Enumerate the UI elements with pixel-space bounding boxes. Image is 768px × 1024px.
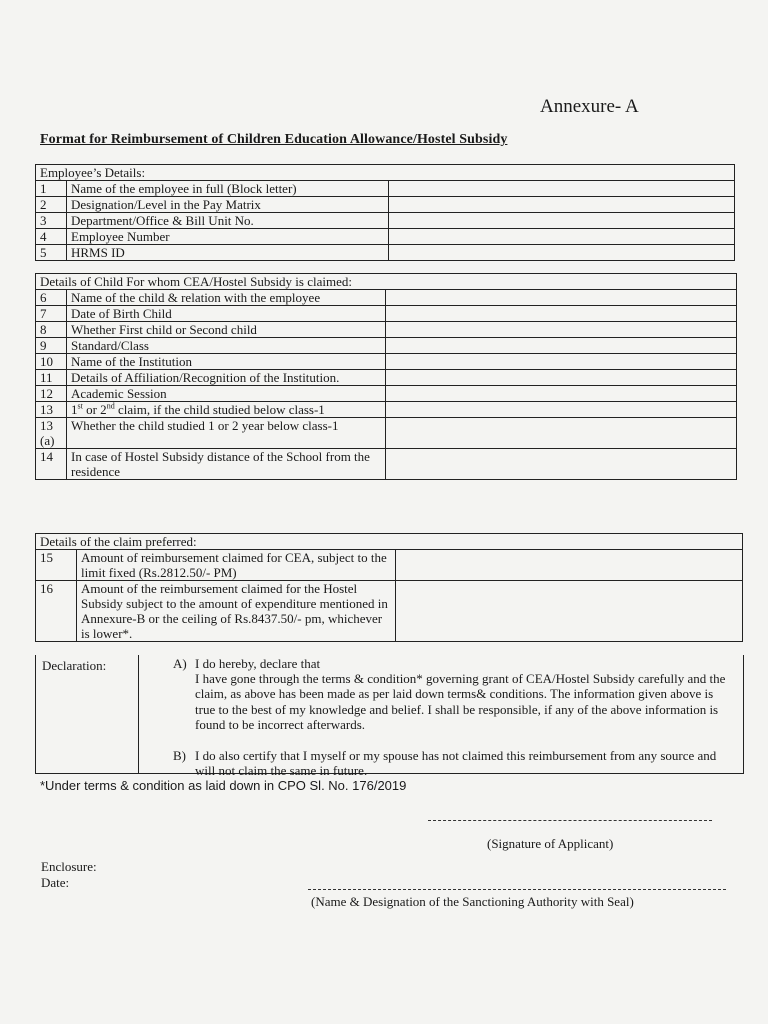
declaration-a-intro: I do hereby, declare that: [195, 656, 321, 671]
row-number: 13: [36, 402, 67, 418]
declaration-b-marker: B): [173, 748, 186, 763]
declaration-box: [35, 655, 744, 779]
row-number: 1: [36, 181, 67, 197]
row-label: Name of the Institution: [67, 354, 386, 370]
table-row: [36, 229, 735, 245]
table-row: [36, 418, 737, 449]
table-row: [36, 306, 737, 322]
cea-amount-field[interactable]: [396, 550, 743, 581]
hostel-amount-field[interactable]: [396, 581, 743, 642]
table-row: [36, 550, 743, 581]
table-row: [36, 354, 737, 370]
table-row: [36, 370, 737, 386]
row-number: 10: [36, 354, 67, 370]
row-label: Amount of reimbursement claimed for CEA, subject to the limit fixed (Rs.2812.50/- PM): [77, 550, 396, 581]
row-number: 8: [36, 322, 67, 338]
standard-class-field[interactable]: [386, 338, 737, 354]
row-label: Name of the employee in full (Block letter): [67, 181, 389, 197]
form-title: Format for Reimbursement of Children Education Allowance/Hostel Subsidy: [40, 132, 508, 147]
row-label: Employee Number: [67, 229, 389, 245]
child-details-table: [35, 273, 737, 480]
row-label: Amount of the reimbursement claimed for the Hostel Subsidy subject to the amount of expenditure mentioned in Annexure-B or the ceiling of Rs.8437.50/- pm, whichever is lower*.: [77, 581, 396, 642]
row-number: 12: [36, 386, 67, 402]
row-label: Whether First child or Second child: [67, 322, 386, 338]
row-label: Whether the child studied 1 or 2 year below class-1: [67, 418, 386, 449]
footnote: *Under terms & condition as laid down in CPO Sl. No. 176/2019: [40, 778, 407, 793]
table-row: [36, 338, 737, 354]
table-row: [36, 181, 735, 197]
department-field[interactable]: [389, 213, 735, 229]
table-row: [36, 245, 735, 261]
academic-session-field[interactable]: [386, 386, 737, 402]
row-number: 16: [36, 581, 77, 642]
row-label: Name of the child & relation with the employee: [67, 290, 386, 306]
row-label: Date of Birth Child: [67, 306, 386, 322]
row-label: In case of Hostel Subsidy distance of the School from the residence: [67, 449, 386, 480]
row-label: HRMS ID: [67, 245, 389, 261]
row-number: 15: [36, 550, 77, 581]
table-row: [36, 290, 737, 306]
child-dob-field[interactable]: [386, 306, 737, 322]
row-number: 7: [36, 306, 67, 322]
date-label: Date:: [41, 875, 70, 890]
child-order-field[interactable]: [386, 322, 737, 338]
row-label: Designation/Level in the Pay Matrix: [67, 197, 389, 213]
table-row: [36, 581, 743, 642]
designation-field[interactable]: [389, 197, 735, 213]
declaration-label: Declaration:: [42, 658, 107, 673]
child-details-heading: Details of Child For whom CEA/Hostel Subsidy is claimed:: [36, 274, 737, 290]
employee-number-field[interactable]: [389, 229, 735, 245]
declaration-b-body: I do also certify that I myself or my spouse has not claimed this reimbursement from any source and will not claim the same in future.: [195, 748, 717, 779]
row-number: 4: [36, 229, 67, 245]
table-row: [36, 322, 737, 338]
row-number: 11: [36, 370, 67, 386]
table-row: [36, 197, 735, 213]
row-number: 13 (a): [36, 418, 67, 449]
enclosure-label: Enclosure:: [41, 859, 97, 874]
institution-name-field[interactable]: [386, 354, 737, 370]
hrms-id-field[interactable]: [389, 245, 735, 261]
row-label: Details of Affiliation/Recognition of the Institution.: [67, 370, 386, 386]
declaration-a-marker: A): [173, 656, 187, 671]
applicant-signature-line[interactable]: [428, 820, 712, 821]
annexure-label: Annexure- A: [540, 96, 639, 117]
row-label: 1st or 2nd claim, if the child studied below class-1: [67, 402, 386, 418]
child-name-field[interactable]: [386, 290, 737, 306]
applicant-signature-label: (Signature of Applicant): [487, 836, 614, 851]
row-number: 14: [36, 449, 67, 480]
claim-details-heading: Details of the claim preferred:: [36, 534, 743, 550]
hostel-distance-field[interactable]: [386, 449, 737, 480]
employee-details-table: [35, 164, 735, 261]
claim-details-table: [35, 533, 743, 642]
row-label: Academic Session: [67, 386, 386, 402]
table-row: [36, 386, 737, 402]
row-number: 2: [36, 197, 67, 213]
authority-signature-line[interactable]: [308, 889, 726, 890]
row-number: 9: [36, 338, 67, 354]
row-number: 6: [36, 290, 67, 306]
declaration-divider: [138, 655, 139, 773]
declaration-a-body: I have gone through the terms & condition* governing grant of CEA/Hostel Subsidy carefully and the claim, as above has been made as per laid down terms& conditions. The information given above is true to the best of my knowledge and belief. I shall be responsible, if any of the above information is found to be incorrect afterwards.: [195, 671, 726, 732]
table-row: [36, 213, 735, 229]
row-label: Standard/Class: [67, 338, 386, 354]
years-below-class1-field[interactable]: [386, 418, 737, 449]
row-label: Department/Office & Bill Unit No.: [67, 213, 389, 229]
claim-number-field[interactable]: [386, 402, 737, 418]
employee-name-field[interactable]: [389, 181, 735, 197]
table-row: [36, 449, 737, 480]
employee-details-heading: Employee’s Details:: [36, 165, 735, 181]
row-number: 5: [36, 245, 67, 261]
affiliation-field[interactable]: [386, 370, 737, 386]
table-row: [36, 402, 737, 418]
row-number: 3: [36, 213, 67, 229]
authority-signature-label: (Name & Designation of the Sanctioning Authority with Seal): [311, 894, 634, 909]
